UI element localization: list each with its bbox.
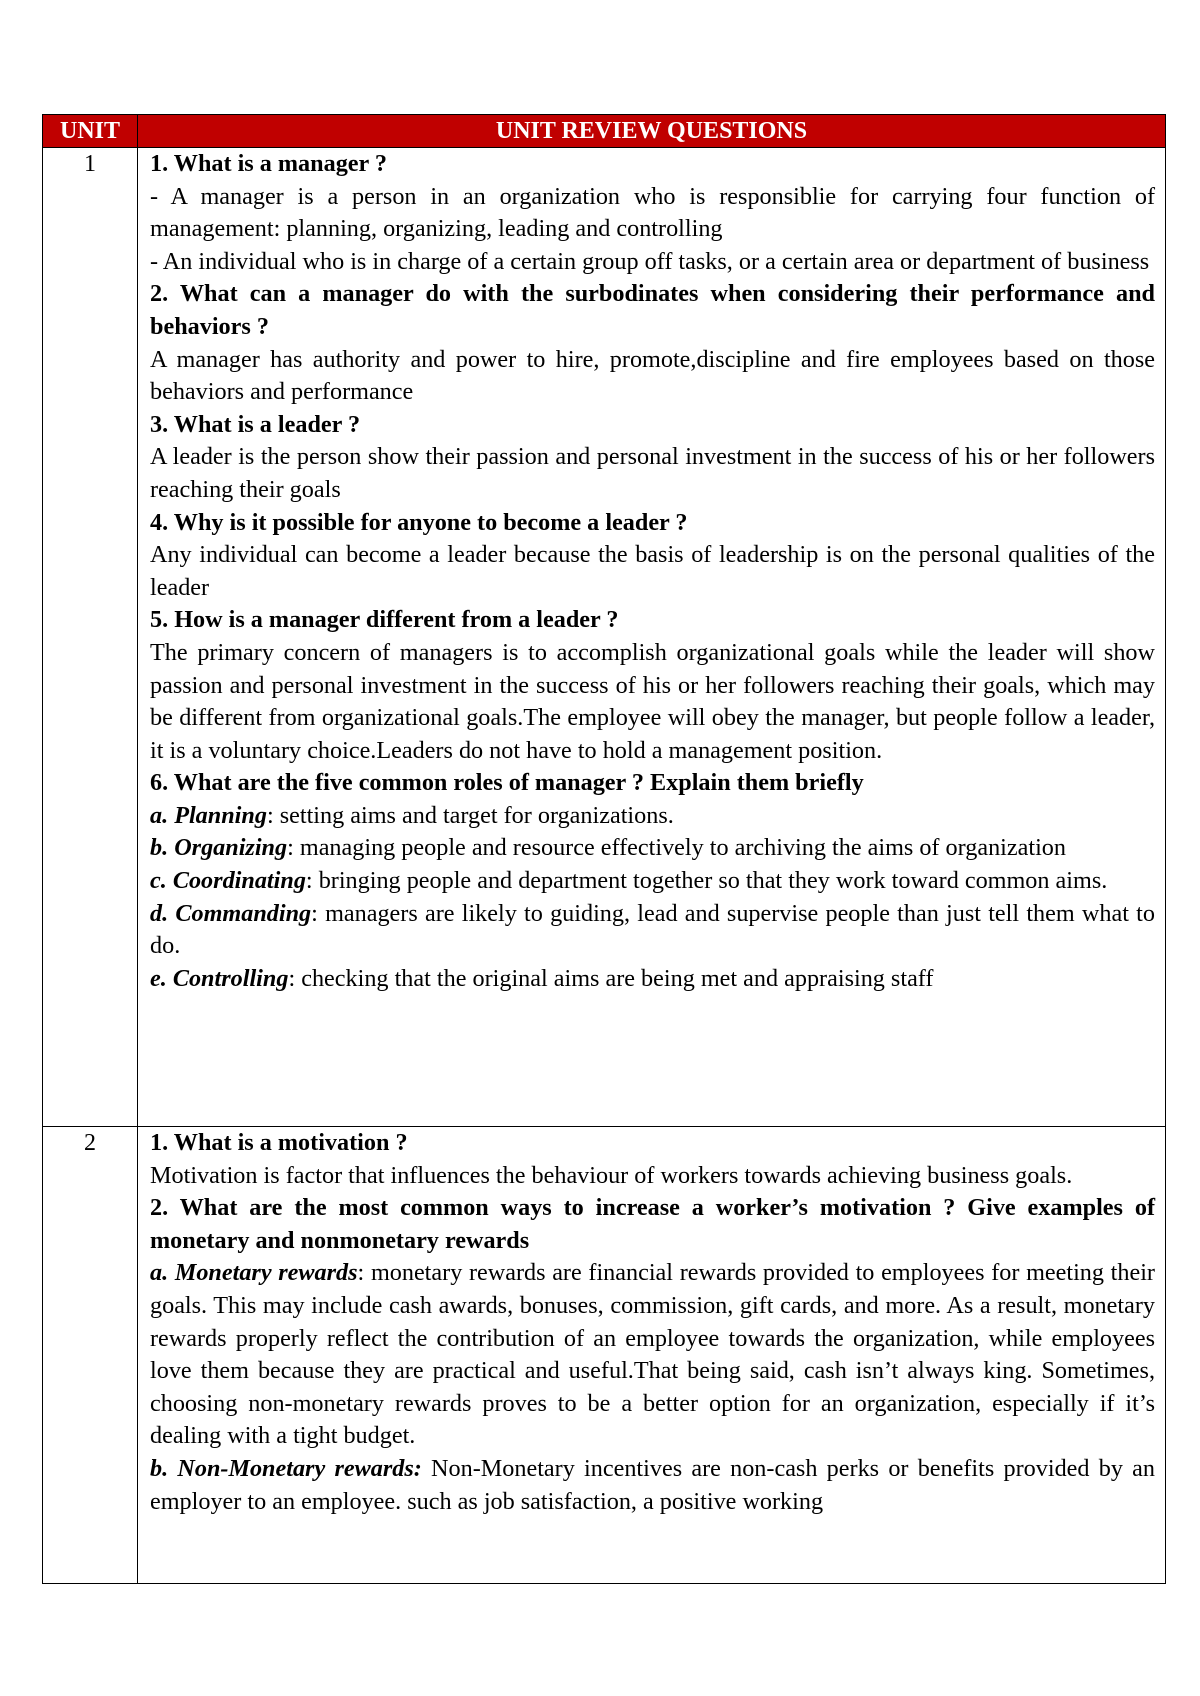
table-row	[43, 148, 1166, 1127]
answer: A manager has authority and power to hire, promote,discipline and fire employees based on those behaviors and performance	[150, 345, 1155, 406]
question: 2. What are the most common ways to increase a worker’s motivation ? Give examples of monetary and nonmonetary rewards	[150, 1194, 1155, 1254]
answer: - A manager is a person in an organization who is responsiblie for carrying four function of management: planning, organizing, leading and controlling	[150, 182, 1155, 243]
answer: Motivation is factor that influences the behaviour of workers towards achieving business goals.	[150, 1161, 1073, 1189]
role-description: : monetary rewards are financial rewards provided to employees for meeting their goals. This may include cash awards, bonuses, commission, gift cards, and more. As a result, monetary rewards properly reflect the contribution of an employee towards the organization, while employees love them because they are practical and useful.That being said, cash isn’t always king. Sometimes, choosing non-monetary rewards proves to be a better option for an organization, especially if it’s dealing with a tight budget.	[150, 1259, 1155, 1450]
role-title: a. Monetary rewards	[150, 1259, 358, 1287]
role-description: : managing people and resource effectively to archiving the aims of organization	[287, 834, 1066, 862]
question: 5. How is a manager different from a leader ?	[150, 606, 619, 634]
header-unit: UNIT	[43, 115, 138, 148]
unit-number: 1	[43, 148, 138, 1127]
role-title: a. Planning	[150, 801, 267, 829]
question: 4. Why is it possible for anyone to become a leader ?	[150, 508, 688, 536]
role-item	[150, 1453, 1155, 1518]
unit-content	[138, 1127, 1166, 1584]
answer: - An individual who is in charge of a certain group off tasks, or a certain area or department of business	[150, 247, 1150, 275]
role-description: : bringing people and department together so that they work toward common aims.	[305, 867, 1108, 895]
question: 1. What is a manager ?	[150, 150, 387, 177]
role-item	[150, 800, 1155, 833]
role-description: : checking that the original aims are being met and appraising staff	[288, 964, 934, 992]
unit-content	[138, 148, 1166, 1127]
role-title: e. Controlling	[150, 964, 289, 992]
answer: A leader is the person show their passion and personal investment in the success of his or her followers reaching their goals	[150, 443, 1155, 503]
unit-review-table	[42, 114, 1166, 1584]
answer: Any individual can become a leader because the basis of leadership is on the personal qualities of the leader	[150, 541, 1155, 601]
role-title: d. Commanding	[150, 899, 312, 927]
role-item	[150, 898, 1155, 963]
role-title: b. Organizing	[150, 834, 288, 862]
role-description: Non-Monetary incentives are non-cash perks or benefits provided by an employer to an employee. such as job satisfaction, a positive working	[150, 1454, 1156, 1515]
role-item	[150, 832, 1155, 865]
question: 1. What is a motivation ?	[150, 1129, 408, 1156]
role-description: : managers are likely to guiding, lead and supervise people than just tell them what to do.	[150, 899, 1155, 960]
answer: The primary concern of managers is to accomplish organizational goals while the leader will show passion and personal investment in the success of his or her followers reaching their goals, which may be different from organizational goals.The employee will obey the manager, but people follow a leader, it is a voluntary choice.Leaders do not have to hold a management position.	[150, 638, 1155, 764]
question: 2. What can a manager do with the surbodinates when considering their performance and behaviors ?	[150, 280, 1155, 340]
role-title: b. Non-Monetary rewards:	[150, 1454, 422, 1482]
role-item	[150, 1257, 1155, 1453]
role-title: c. Coordinating	[150, 867, 306, 895]
table-row	[43, 1127, 1166, 1584]
question: 6. What are the five common roles of manager ? Explain them briefly	[150, 769, 864, 797]
role-item	[150, 865, 1155, 898]
role-item	[150, 963, 1155, 996]
header-questions: UNIT REVIEW QUESTIONS	[138, 115, 1166, 148]
role-description: : setting aims and target for organizations.	[266, 801, 674, 829]
question: 3. What is a leader ?	[150, 410, 361, 438]
unit-number: 2	[43, 1127, 138, 1584]
table-header-row	[43, 115, 1166, 148]
